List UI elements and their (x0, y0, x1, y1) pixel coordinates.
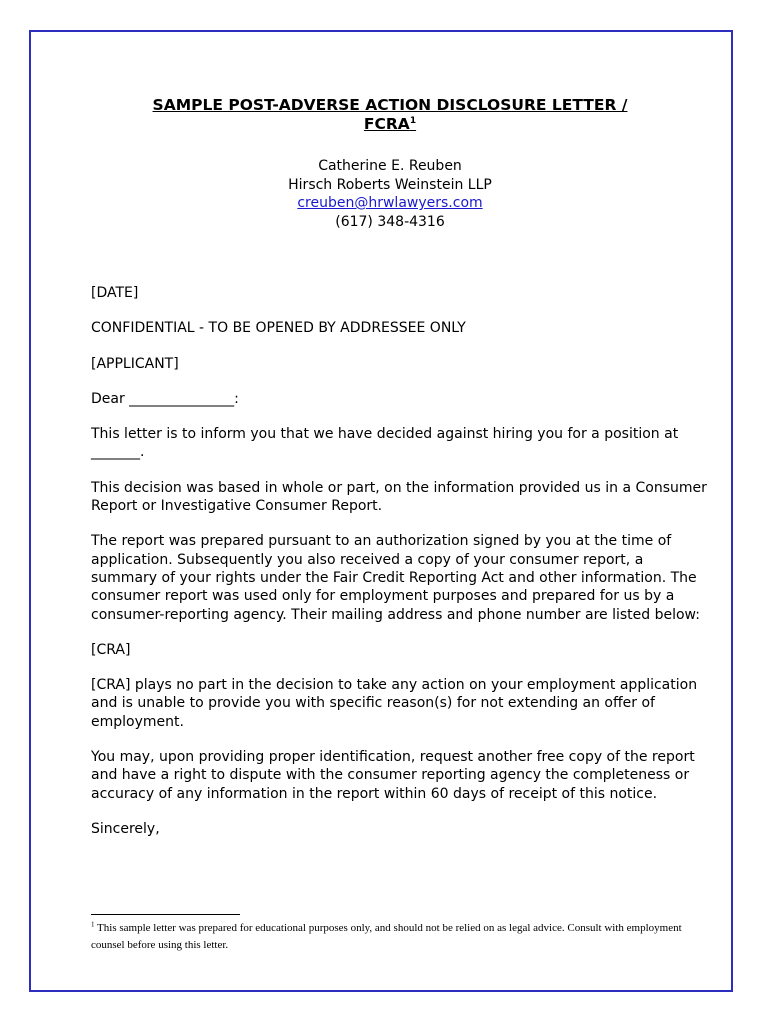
closing: Sincerely, (91, 820, 160, 837)
applicant-placeholder: [APPLICANT] (91, 355, 179, 372)
date-placeholder: [DATE] (91, 285, 139, 301)
document-title (60, 96, 720, 134)
paragraph-4: [CRA] plays no part in the decision to take any action on your employment application and is unable to provide you with specific reason(s) for not extending an offer of employment. (91, 677, 698, 730)
paragraph-3: The report was prepared pursuant to an authorization signed by you at the time of application. Subsequently you also received a copy of your consumer report, a summary of your rights under the Fair Credit Reporting Act and other information. The consumer report was used only for employment purposes and prepared for us by a consumer-reporting agency. Their mailing address and phone number are listed below: (91, 533, 700, 623)
letter-body (91, 284, 711, 855)
confidential-notice: CONFIDENTIAL - TO BE OPENED BY ADDRESSEE ONLY (91, 320, 466, 337)
salutation: Dear _______________: (91, 390, 239, 407)
paragraph-1: This letter is to inform you that we have decided against hiring you for a position at _______. (91, 426, 679, 461)
title-line-2-text: FCRA (363, 115, 410, 133)
title-line-1: SAMPLE POST-ADVERSE ACTION DISCLOSURE LETTER / (152, 96, 628, 114)
paragraph-5: You may, upon providing proper identification, request another free copy of the report and have a right to dispute with the consumer reporting agency the completeness or accuracy of any information in the report within 60 days of receipt of this notice. (91, 749, 695, 802)
footnote-divider (91, 914, 240, 915)
author-firm: Hirsch Roberts Weinstein LLP (288, 176, 492, 193)
author-phone: (617) 348-4316 (335, 213, 445, 230)
footnote (91, 920, 701, 954)
cra-placeholder: [CRA] (91, 641, 131, 658)
title-line-2 (60, 115, 720, 134)
paragraph-2: This decision was based in whole or part, on the information provided us in a Consumer Report or Investigative Consumer Report. (91, 479, 707, 515)
author-name: Catherine E. Reuben (318, 158, 462, 174)
title-footnote-mark: 1 (409, 115, 417, 126)
footnote-text: This sample letter was prepared for educational purposes only, and should not be relied on as legal advice. Consult with employment counsel before using this letter. (91, 922, 682, 951)
footnote-mark: 1 (91, 920, 95, 929)
author-email-link[interactable]: creuben@hrwlawyers.com (297, 195, 483, 211)
author-block (60, 157, 720, 231)
